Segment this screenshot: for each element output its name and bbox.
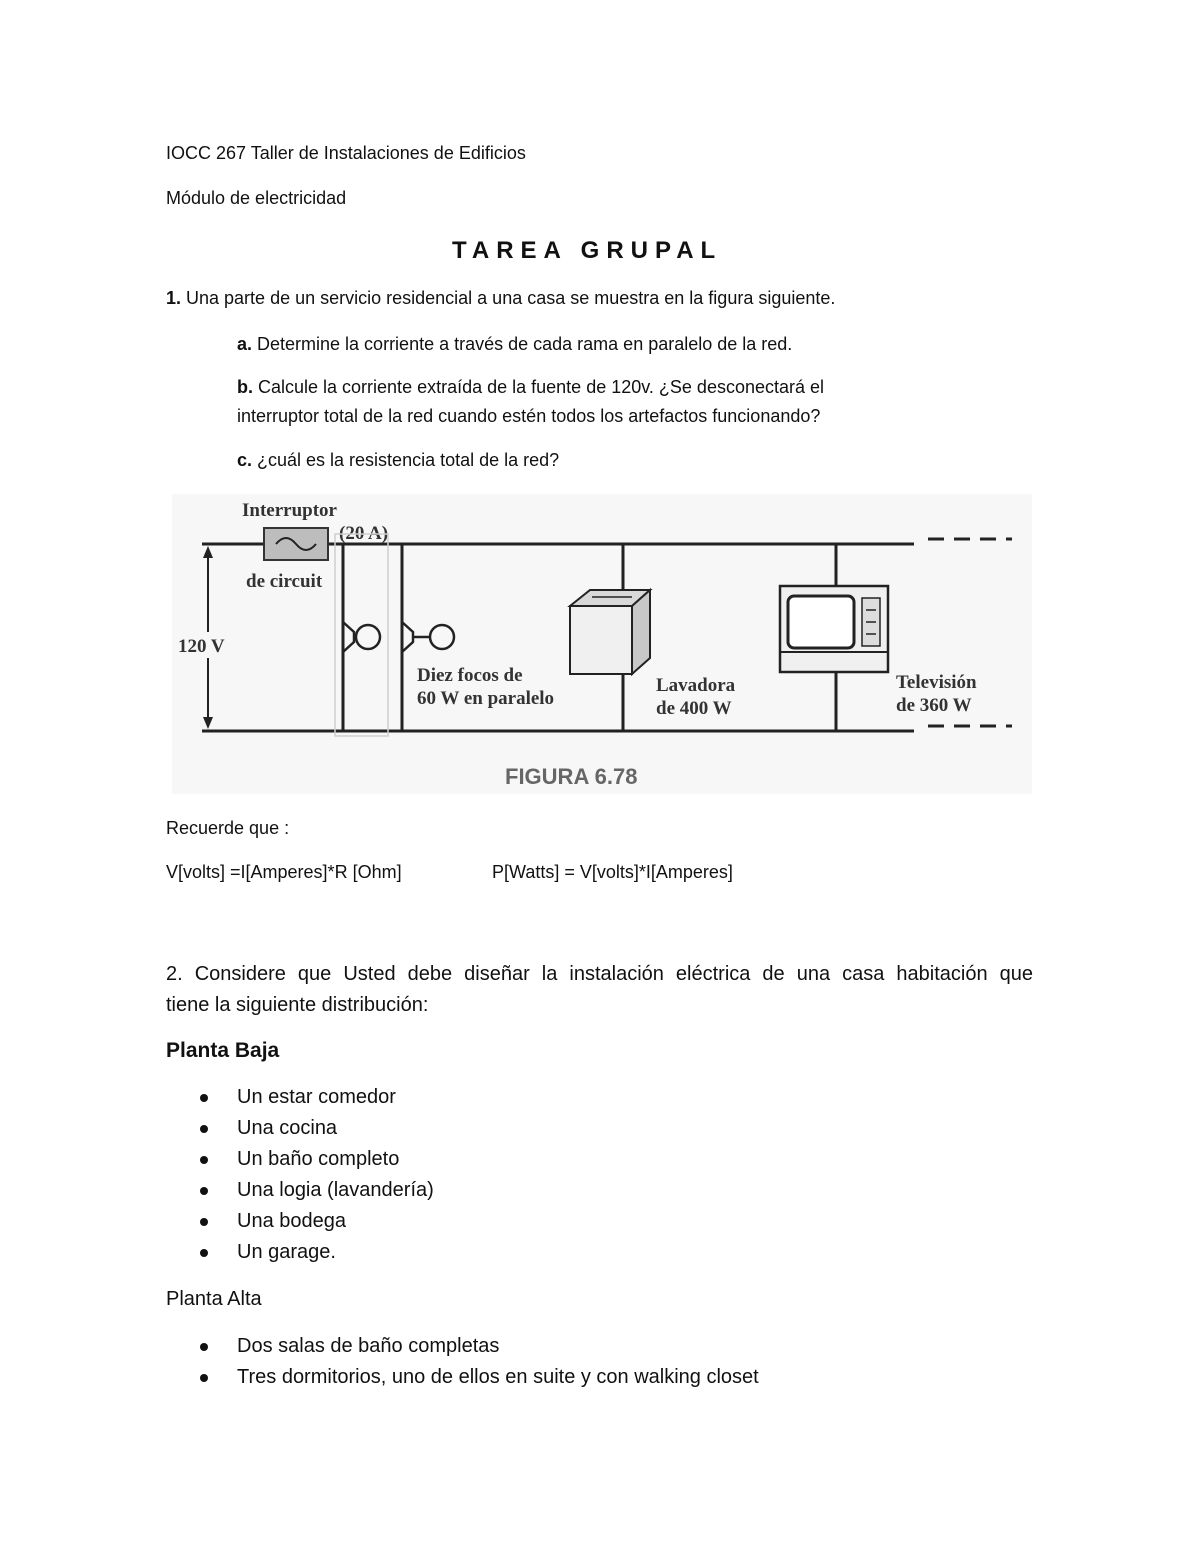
upper-floor-heading: Planta Alta [166,1288,262,1310]
bullet-icon [200,1125,208,1133]
figure-caption: FIGURA 6.78 [505,764,638,789]
course-title: IOCC 267 Taller de Instalaciones de Edificios [166,143,526,163]
list-item: Una bodega [200,1206,434,1237]
bullet-icon [200,1374,208,1382]
voltage-label: 120 V [178,636,225,657]
bullet-icon [200,1218,208,1226]
bullet-icon [200,1156,208,1164]
washer-label-2: de 400 W [656,698,732,719]
question-1b-text-1: Calcule la corriente extraída de la fuente de 120v. ¿Se desconectará el [253,377,825,397]
ground-floor-heading: Planta Baja [166,1039,280,1062]
question-1b-label: b. [237,377,253,397]
question-1a-label: a. [237,334,253,354]
question-1c [237,450,559,471]
page-title: TAREA GRUPAL [452,237,723,264]
washer-icon [570,590,650,674]
question-2-line-2: tiene la siguiente distribución: [166,994,429,1016]
question-2 [166,959,1033,1021]
list-item: Una logia (lavandería) [200,1175,434,1206]
tv-label-2: de 360 W [896,695,972,716]
question-1b [237,377,824,398]
tv-label-1: Televisión [896,672,977,693]
question-2-line-1: 2. Considere que Usted debe diseñar la instalación eléctrica de una casa habitación que [166,963,1033,985]
question-1a [237,334,792,355]
television-icon [780,586,888,672]
washer-label-1: Lavadora [656,675,736,696]
list-item: Un garage. [200,1237,434,1268]
breaker-rating: (20 A) [339,523,389,544]
bullet-icon [200,1094,208,1102]
question-1 [166,288,835,309]
formula-power: P[Watts] = V[volts]*I[Amperes] [492,862,733,882]
question-1c-label: c. [237,450,253,470]
question-1a-text: Determine la corriente a través de cada rama en paralelo de la red. [252,334,793,354]
formula-ohm: V[volts] =I[Amperes]*R [Ohm] [166,862,402,882]
list-item: Una cocina [200,1113,434,1144]
list-item: Un estar comedor [200,1082,434,1113]
list-item: Dos salas de baño completas [200,1331,759,1362]
breaker-label-2: de circuit [246,571,323,592]
circuit-figure [172,494,1032,794]
question-1b-text-2: interruptor total de la red cuando estén todos los artefactos funcionando? [237,406,821,426]
upper-floor-list [200,1331,759,1393]
lamps-label-2: 60 W en paralelo [417,688,555,709]
bullet-icon [200,1249,208,1257]
module-title: Módulo de electricidad [166,188,347,208]
bullet-icon [200,1343,208,1351]
breaker-label: Interruptor [242,500,337,521]
question-1-text: Una parte de un servicio residencial a una casa se muestra en la figura siguiente. [181,288,836,308]
bullet-icon [200,1187,208,1195]
question-1-number: 1. [166,288,182,308]
question-1c-text: ¿cuál es la resistencia total de la red? [252,450,560,470]
list-item: Tres dormitorios, uno de ellos en suite y con walking closet [200,1362,759,1393]
lamps-label-1: Diez focos de [417,665,523,686]
reminder-label: Recuerde que : [166,818,290,838]
list-item: Un baño completo [200,1144,434,1175]
ground-floor-list [200,1082,434,1268]
